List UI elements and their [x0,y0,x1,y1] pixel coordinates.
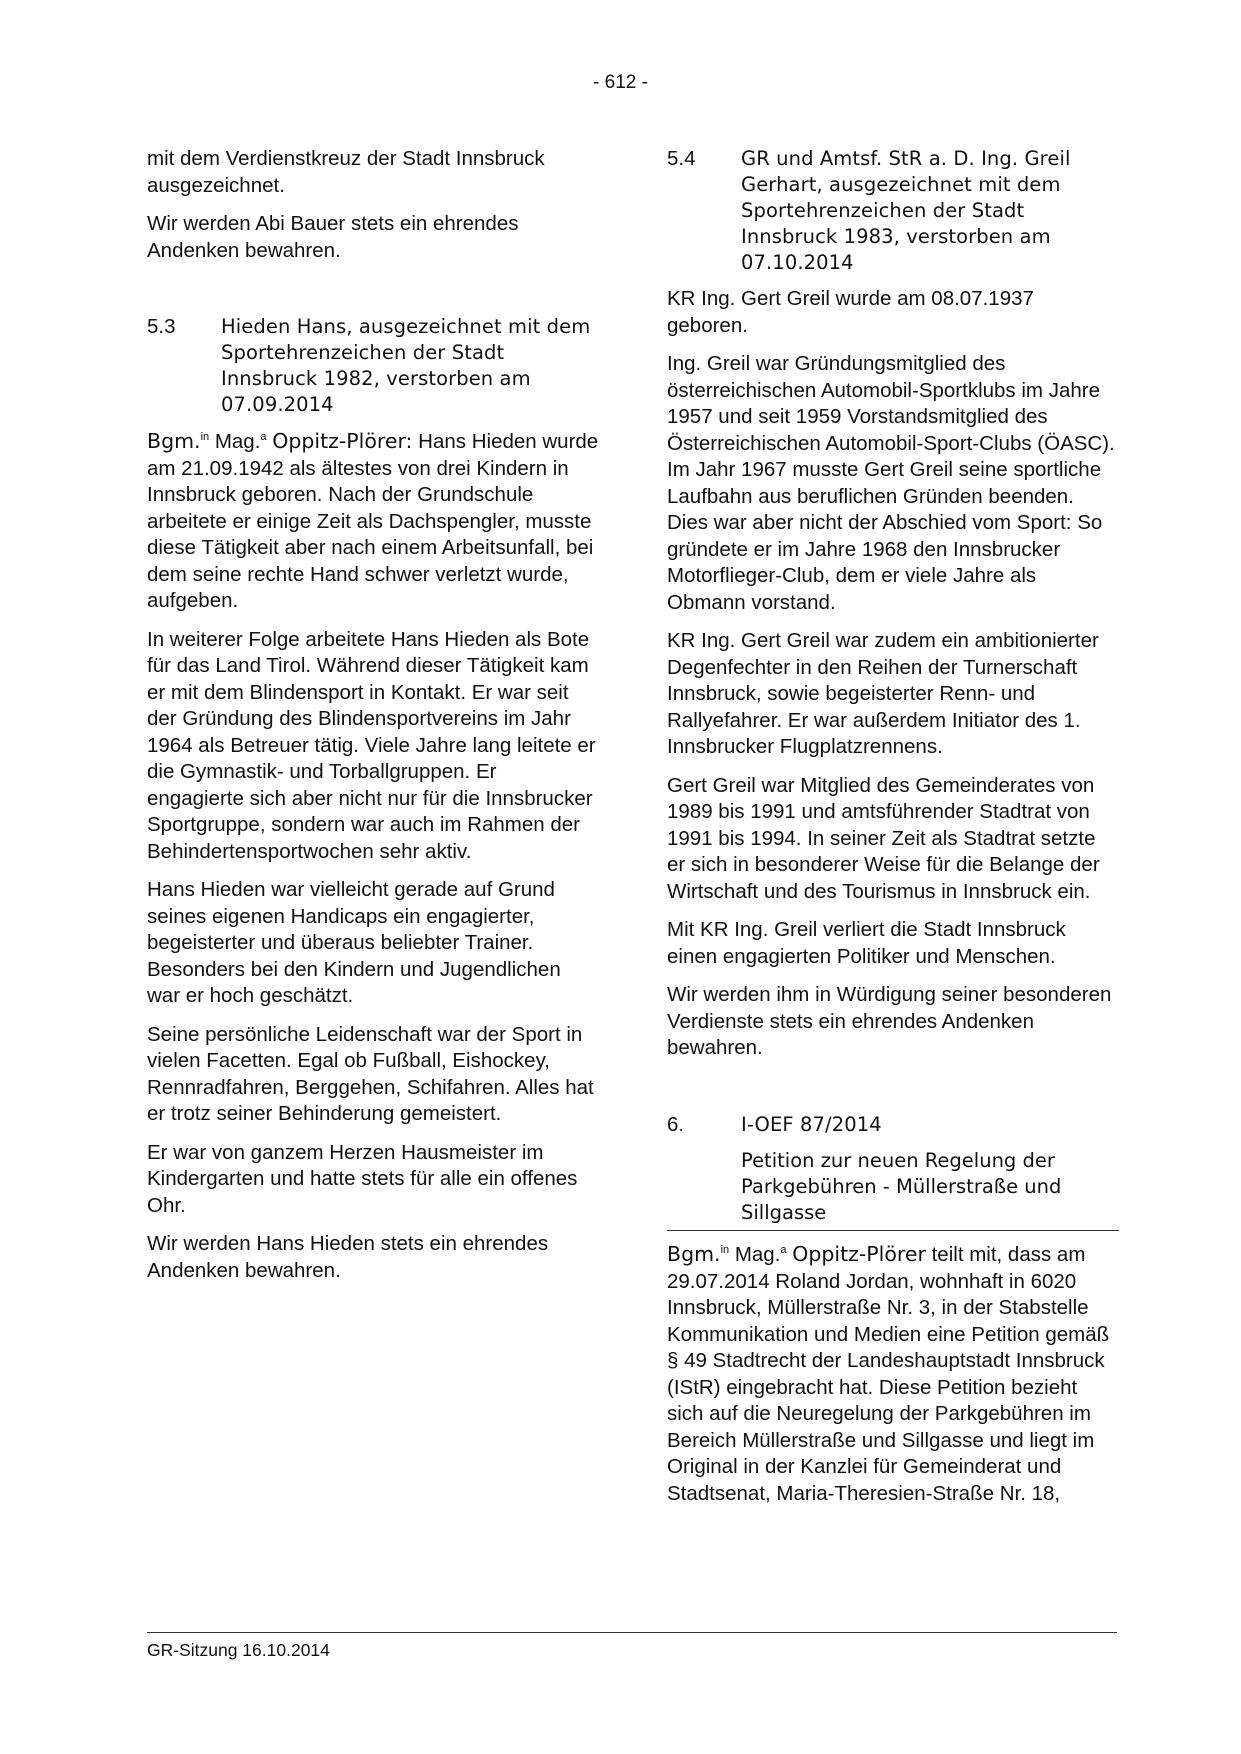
paragraph: mit dem Verdienstkreuz der Stadt Innsbruck ausgezeichnet. [147,147,545,197]
right-column [667,146,1119,1519]
left-column [147,146,599,1296]
footer-divider [147,1632,1117,1633]
speaker-name: Oppitz-Plörer: [272,429,413,453]
paragraph: Er war von ganzem Herzen Hausmeister im Kindergarten und hatte stets für alle ein offenes Ohr. [147,1140,578,1217]
section-title: I-OEF 87/2014 [741,1112,882,1136]
section-heading-5-3 [147,314,599,418]
paragraph: Seine persönliche Leidenschaft war der Sport in vielen Facetten. Egal ob Fußball, Eishockey, Rennradfahren, Berggehen, Schifahren. Alles hat er trotz seiner Behinderung gemeistert. [147,1022,594,1125]
section-number: 6. [667,1112,685,1136]
speaker-mag: Mag. [214,430,261,453]
section-divider [667,1230,1119,1231]
section-title: Hieden Hans, ausgezeichnet mit dem Sportehrenzeichen der Stadt Innsbruck 1982, verstorben am 07.09.2014 [221,315,591,416]
paragraph: Wir werden Abi Bauer stets ein ehrendes Andenken bewahren. [147,212,519,262]
speaker-name: Oppitz-Plörer [792,1242,926,1266]
speaker-text: Hans Hieden wurde am 21.09.1942 als ältestes von drei Kindern in Innsbruck geboren. Nach der Grundschule arbeitete er einige Zeit als Dachspengler, musste diese Tätigkeit aber nach einem Arbeitsunfall, bei dem seine rechte Hand schwer verletzt wurde, aufgeben. [147,430,599,612]
speaker-mag: Mag. [734,1243,781,1266]
paragraph: KR Ing. Gert Greil war zudem ein ambitionierter Degenfechter in den Reihen der Turnerschaft Innsbruck, sowie begeisterter Renn- und Rallyefahrer. Er war außerdem Initiator des 1. Innsbrucker Flugplatzrennens. [667,629,1099,758]
page-number: - 612 - [593,72,648,93]
speaker-bgm: Bgm. [147,429,201,453]
paragraph: Ing. Greil war Gründungsmitglied des österreichischen Automobil-Sportklubs im Jahre 1957 und seit 1959 Vorstandsmitglied des Österreichischen Automobil-Sport-Clubs (ÖASC). Im Jahr 1967 musste Gert Greil seine sportliche Laufbahn aus beruflichen Gründen beenden. Dies war aber nicht der Abschied vom Sport: So gründete er im Jahre 1968 den Innsbrucker Motorflieger-Club, dem er viele Jahre als Obmann vorstand. [667,352,1115,614]
paragraph: KR Ing. Gert Greil wurde am 08.07.1937 geboren. [667,287,1034,337]
section-subtitle: Petition zur neuen Regelung der Parkgebühren - Müllerstraße und Sillgasse [741,1149,1062,1224]
speaker-sup-in: in [720,1244,730,1257]
paragraph: Hans Hieden war vielleicht gerade auf Grund seines eigenen Handicaps ein engagierter, begeisterter und überaus beliebter Trainer. Besonders bei den Kindern und Jugendlichen war er hoch geschätzt. [147,878,561,1007]
footer-text: GR-Sitzung 16.10.2014 [147,1640,330,1660]
section-heading-6 [667,1112,1119,1139]
paragraph: Wir werden Hans Hieden stets ein ehrendes Andenken bewahren. [147,1232,549,1282]
paragraph: In weiterer Folge arbeitete Hans Hieden als Bote für das Land Tirol. Während dieser Tätigkeit kam er mit dem Blindensport in Kontakt. Er war seit der Gründung des Blindensportvereins im Jahr 1964 als Betreuer tätig. Viele Jahre lang leitete er die Gymnastik- und Torballgruppen. Er engagierte sich aber nicht nur für die Innsbrucker Sportgruppe, sondern war auch im Rahmen der Behindertensportwochen sehr aktiv. [147,627,596,863]
speaker-sup-a: a [780,1244,787,1257]
section-heading-5-4 [667,146,1119,276]
speaker-sup-in: in [200,431,210,444]
section-number: 5.4 [667,147,696,170]
speaker-paragraph [667,1241,1119,1507]
section-title: GR und Amtsf. StR a. D. Ing. Greil Gerhart, ausgezeichnet mit dem Sportehrenzeichen der Stadt Innsbruck 1983, verstorben am 07.10.2014 [741,147,1071,274]
speaker-paragraph [147,428,599,615]
paragraph: Mit KR Ing. Greil verliert die Stadt Innsbruck einen engagierten Politiker und Menschen. [667,918,1066,968]
speaker-bgm: Bgm. [667,1242,721,1266]
speaker-text: teilt mit, dass am 29.07.2014 Roland Jordan, wohnhaft in 6020 Innsbruck, Müllerstraße Nr. 3, in der Stabstelle Kommunikation und Medien eine Petition gemäß § 49 Stadtrecht der Landeshauptstadt Innsbruck (IStR) eingebracht hat. Diese Petition bezieht sich auf die Neuregelung der Parkgebühren im Bereich Müllerstraße und Sillgasse und liegt im Original in der Kanzlei für Gemeinderat und Stadtsenat, Maria-Theresien-Straße Nr. 18, [667,1243,1110,1505]
paragraph: Gert Greil war Mitglied des Gemeinderates von 1989 bis 1991 und amtsführender Stadtrat von 1991 bis 1994. In seiner Zeit als Stadtrat setzte er sich in besonderer Weise für die Belange der Wirtschaft und des Tourismus in Innsbruck ein. [667,773,1100,903]
section-number: 5.3 [147,315,176,338]
speaker-sup-a: a [260,431,267,444]
paragraph: Wir werden ihm in Würdigung seiner besonderen Verdienste stets ein ehrendes Andenken bewahren. [667,983,1112,1059]
